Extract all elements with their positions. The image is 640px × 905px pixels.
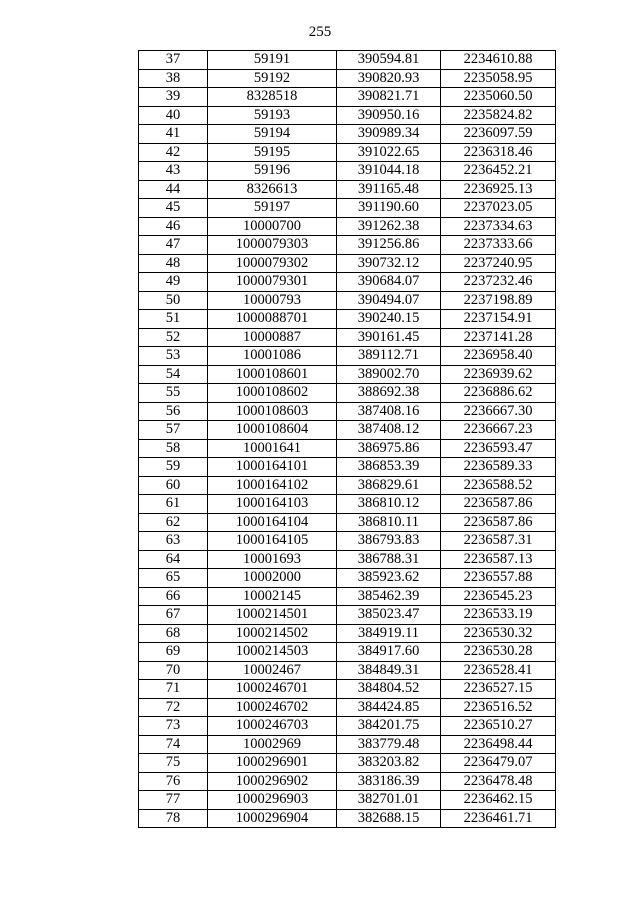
row-number-cell: 70 — [139, 661, 208, 680]
row-number-cell: 52 — [139, 328, 208, 347]
row-number-cell: 62 — [139, 513, 208, 532]
table-row — [139, 439, 556, 458]
table-row — [139, 532, 556, 551]
table-row — [139, 587, 556, 606]
y-coordinate-cell: 2236593.47 — [441, 439, 556, 458]
row-number-cell: 68 — [139, 624, 208, 643]
y-coordinate-cell: 2235060.50 — [441, 88, 556, 107]
row-number-cell: 61 — [139, 495, 208, 514]
point-id-cell: 1000079303 — [208, 236, 337, 255]
table-row — [139, 273, 556, 292]
row-number-cell: 54 — [139, 365, 208, 384]
y-coordinate-cell: 2236589.33 — [441, 458, 556, 477]
x-coordinate-cell: 386810.11 — [337, 513, 441, 532]
y-coordinate-cell: 2235058.95 — [441, 69, 556, 88]
row-number-cell: 77 — [139, 791, 208, 810]
table-row — [139, 513, 556, 532]
point-id-cell: 59192 — [208, 69, 337, 88]
y-coordinate-cell: 2236097.59 — [441, 125, 556, 144]
row-number-cell: 49 — [139, 273, 208, 292]
y-coordinate-cell: 2237333.66 — [441, 236, 556, 255]
point-id-cell: 59196 — [208, 162, 337, 181]
point-id-cell: 10001086 — [208, 347, 337, 366]
row-number-cell: 37 — [139, 51, 208, 70]
y-coordinate-cell: 2236533.19 — [441, 606, 556, 625]
y-coordinate-cell: 2236587.86 — [441, 495, 556, 514]
y-coordinate-cell: 2236462.15 — [441, 791, 556, 810]
y-coordinate-cell: 2234610.88 — [441, 51, 556, 70]
row-number-cell: 64 — [139, 550, 208, 569]
x-coordinate-cell: 384804.52 — [337, 680, 441, 699]
x-coordinate-cell: 383779.48 — [337, 735, 441, 754]
x-coordinate-cell: 390950.16 — [337, 106, 441, 125]
y-coordinate-cell: 2236587.13 — [441, 550, 556, 569]
y-coordinate-cell: 2237334.63 — [441, 217, 556, 236]
x-coordinate-cell: 384424.85 — [337, 698, 441, 717]
point-id-cell: 10002969 — [208, 735, 337, 754]
x-coordinate-cell: 383186.39 — [337, 772, 441, 791]
y-coordinate-cell: 2236479.07 — [441, 754, 556, 773]
row-number-cell: 65 — [139, 569, 208, 588]
row-number-cell: 75 — [139, 754, 208, 773]
row-number-cell: 39 — [139, 88, 208, 107]
row-number-cell: 46 — [139, 217, 208, 236]
point-id-cell: 10000700 — [208, 217, 337, 236]
y-coordinate-cell: 2236530.32 — [441, 624, 556, 643]
table-row — [139, 199, 556, 218]
point-id-cell: 1000108604 — [208, 421, 337, 440]
y-coordinate-cell: 2236667.30 — [441, 402, 556, 421]
y-coordinate-cell: 2237141.28 — [441, 328, 556, 347]
point-id-cell: 1000296902 — [208, 772, 337, 791]
x-coordinate-cell: 386829.61 — [337, 476, 441, 495]
table-row — [139, 88, 556, 107]
table-row — [139, 51, 556, 70]
table-row — [139, 328, 556, 347]
table-row — [139, 180, 556, 199]
table-row — [139, 754, 556, 773]
table-row — [139, 735, 556, 754]
table-row — [139, 310, 556, 329]
table-row — [139, 476, 556, 495]
row-number-cell: 76 — [139, 772, 208, 791]
table-row — [139, 495, 556, 514]
x-coordinate-cell: 390732.12 — [337, 254, 441, 273]
y-coordinate-cell: 2236527.15 — [441, 680, 556, 699]
table-row — [139, 458, 556, 477]
x-coordinate-cell: 391165.48 — [337, 180, 441, 199]
point-id-cell: 1000079301 — [208, 273, 337, 292]
table-row — [139, 365, 556, 384]
point-id-cell: 59191 — [208, 51, 337, 70]
row-number-cell: 45 — [139, 199, 208, 218]
x-coordinate-cell: 384919.11 — [337, 624, 441, 643]
x-coordinate-cell: 391262.38 — [337, 217, 441, 236]
y-coordinate-cell: 2236545.23 — [441, 587, 556, 606]
point-id-cell: 1000164102 — [208, 476, 337, 495]
table-row — [139, 254, 556, 273]
row-number-cell: 69 — [139, 643, 208, 662]
y-coordinate-cell: 2236461.71 — [441, 809, 556, 828]
point-id-cell: 59197 — [208, 199, 337, 218]
y-coordinate-cell: 2235824.82 — [441, 106, 556, 125]
x-coordinate-cell: 384201.75 — [337, 717, 441, 736]
row-number-cell: 67 — [139, 606, 208, 625]
table-row — [139, 643, 556, 662]
point-id-cell: 1000079302 — [208, 254, 337, 273]
table-row — [139, 384, 556, 403]
y-coordinate-cell: 2236528.41 — [441, 661, 556, 680]
x-coordinate-cell: 391022.65 — [337, 143, 441, 162]
table-row — [139, 125, 556, 144]
table-row — [139, 143, 556, 162]
y-coordinate-cell: 2236667.23 — [441, 421, 556, 440]
table-row — [139, 791, 556, 810]
point-id-cell: 10001641 — [208, 439, 337, 458]
row-number-cell: 51 — [139, 310, 208, 329]
x-coordinate-cell: 387408.12 — [337, 421, 441, 440]
x-coordinate-cell: 386853.39 — [337, 458, 441, 477]
row-number-cell: 73 — [139, 717, 208, 736]
x-coordinate-cell: 389112.71 — [337, 347, 441, 366]
y-coordinate-cell: 2237023.05 — [441, 199, 556, 218]
x-coordinate-cell: 386793.83 — [337, 532, 441, 551]
x-coordinate-cell: 388692.38 — [337, 384, 441, 403]
x-coordinate-cell: 385023.47 — [337, 606, 441, 625]
table-row — [139, 347, 556, 366]
point-id-cell: 10000793 — [208, 291, 337, 310]
point-id-cell: 1000108603 — [208, 402, 337, 421]
point-id-cell: 10000887 — [208, 328, 337, 347]
table-row — [139, 550, 556, 569]
row-number-cell: 66 — [139, 587, 208, 606]
y-coordinate-cell: 2236587.31 — [441, 532, 556, 551]
point-id-cell: 1000296903 — [208, 791, 337, 810]
y-coordinate-cell: 2236530.28 — [441, 643, 556, 662]
point-id-cell: 8328518 — [208, 88, 337, 107]
point-id-cell: 1000088701 — [208, 310, 337, 329]
x-coordinate-cell: 390684.07 — [337, 273, 441, 292]
point-id-cell: 1000246701 — [208, 680, 337, 699]
point-id-cell: 10002145 — [208, 587, 337, 606]
table-row — [139, 772, 556, 791]
row-number-cell: 72 — [139, 698, 208, 717]
point-id-cell: 1000296901 — [208, 754, 337, 773]
row-number-cell: 57 — [139, 421, 208, 440]
point-id-cell: 59193 — [208, 106, 337, 125]
x-coordinate-cell: 390989.34 — [337, 125, 441, 144]
row-number-cell: 56 — [139, 402, 208, 421]
point-id-cell: 1000296904 — [208, 809, 337, 828]
point-id-cell: 1000164101 — [208, 458, 337, 477]
point-id-cell: 1000246703 — [208, 717, 337, 736]
table-row — [139, 569, 556, 588]
row-number-cell: 44 — [139, 180, 208, 199]
x-coordinate-cell: 384917.60 — [337, 643, 441, 662]
x-coordinate-cell: 385462.39 — [337, 587, 441, 606]
y-coordinate-cell: 2236939.62 — [441, 365, 556, 384]
y-coordinate-cell: 2236886.62 — [441, 384, 556, 403]
point-id-cell: 1000214503 — [208, 643, 337, 662]
page-number: 255 — [308, 24, 332, 40]
table-row — [139, 698, 556, 717]
y-coordinate-cell: 2236516.52 — [441, 698, 556, 717]
table-row — [139, 680, 556, 699]
y-coordinate-cell: 2236318.46 — [441, 143, 556, 162]
x-coordinate-cell: 390594.81 — [337, 51, 441, 70]
y-coordinate-cell: 2237240.95 — [441, 254, 556, 273]
point-id-cell: 1000164103 — [208, 495, 337, 514]
table-row — [139, 421, 556, 440]
y-coordinate-cell: 2236925.13 — [441, 180, 556, 199]
y-coordinate-cell: 2236510.27 — [441, 717, 556, 736]
row-number-cell: 53 — [139, 347, 208, 366]
x-coordinate-cell: 390240.15 — [337, 310, 441, 329]
row-number-cell: 43 — [139, 162, 208, 181]
x-coordinate-cell: 391256.86 — [337, 236, 441, 255]
x-coordinate-cell: 386788.31 — [337, 550, 441, 569]
table-row — [139, 217, 556, 236]
x-coordinate-cell: 387408.16 — [337, 402, 441, 421]
point-id-cell: 1000164104 — [208, 513, 337, 532]
table-row — [139, 717, 556, 736]
x-coordinate-cell: 390494.07 — [337, 291, 441, 310]
table-row — [139, 809, 556, 828]
row-number-cell: 48 — [139, 254, 208, 273]
row-number-cell: 55 — [139, 384, 208, 403]
y-coordinate-cell: 2236478.48 — [441, 772, 556, 791]
point-id-cell: 1000108601 — [208, 365, 337, 384]
table-row — [139, 236, 556, 255]
point-id-cell: 1000246702 — [208, 698, 337, 717]
table-row — [139, 69, 556, 88]
y-coordinate-cell: 2236557.88 — [441, 569, 556, 588]
table-row — [139, 162, 556, 181]
row-number-cell: 47 — [139, 236, 208, 255]
x-coordinate-cell: 382688.15 — [337, 809, 441, 828]
y-coordinate-cell: 2237232.46 — [441, 273, 556, 292]
table-row — [139, 606, 556, 625]
x-coordinate-cell: 386810.12 — [337, 495, 441, 514]
coordinates-table-body — [139, 51, 556, 828]
point-id-cell: 59195 — [208, 143, 337, 162]
row-number-cell: 59 — [139, 458, 208, 477]
row-number-cell: 42 — [139, 143, 208, 162]
row-number-cell: 41 — [139, 125, 208, 144]
coordinates-table — [138, 50, 556, 828]
x-coordinate-cell: 386975.86 — [337, 439, 441, 458]
y-coordinate-cell: 2236588.52 — [441, 476, 556, 495]
point-id-cell: 1000214502 — [208, 624, 337, 643]
y-coordinate-cell: 2236498.44 — [441, 735, 556, 754]
table-row — [139, 624, 556, 643]
row-number-cell: 78 — [139, 809, 208, 828]
row-number-cell: 50 — [139, 291, 208, 310]
point-id-cell: 10002467 — [208, 661, 337, 680]
y-coordinate-cell: 2236587.86 — [441, 513, 556, 532]
row-number-cell: 38 — [139, 69, 208, 88]
x-coordinate-cell: 383203.82 — [337, 754, 441, 773]
table-row — [139, 291, 556, 310]
row-number-cell: 71 — [139, 680, 208, 699]
table-row — [139, 661, 556, 680]
row-number-cell: 74 — [139, 735, 208, 754]
point-id-cell: 1000108602 — [208, 384, 337, 403]
x-coordinate-cell: 391190.60 — [337, 199, 441, 218]
x-coordinate-cell: 385923.62 — [337, 569, 441, 588]
row-number-cell: 63 — [139, 532, 208, 551]
row-number-cell: 58 — [139, 439, 208, 458]
table-row — [139, 402, 556, 421]
y-coordinate-cell: 2237198.89 — [441, 291, 556, 310]
point-id-cell: 10001693 — [208, 550, 337, 569]
table-row — [139, 106, 556, 125]
y-coordinate-cell: 2236452.21 — [441, 162, 556, 181]
point-id-cell: 10002000 — [208, 569, 337, 588]
x-coordinate-cell: 384849.31 — [337, 661, 441, 680]
x-coordinate-cell: 390820.93 — [337, 69, 441, 88]
x-coordinate-cell: 389002.70 — [337, 365, 441, 384]
x-coordinate-cell: 390161.45 — [337, 328, 441, 347]
x-coordinate-cell: 391044.18 — [337, 162, 441, 181]
x-coordinate-cell: 382701.01 — [337, 791, 441, 810]
y-coordinate-cell: 2237154.91 — [441, 310, 556, 329]
point-id-cell: 1000164105 — [208, 532, 337, 551]
point-id-cell: 1000214501 — [208, 606, 337, 625]
x-coordinate-cell: 390821.71 — [337, 88, 441, 107]
row-number-cell: 60 — [139, 476, 208, 495]
y-coordinate-cell: 2236958.40 — [441, 347, 556, 366]
point-id-cell: 8326613 — [208, 180, 337, 199]
row-number-cell: 40 — [139, 106, 208, 125]
point-id-cell: 59194 — [208, 125, 337, 144]
